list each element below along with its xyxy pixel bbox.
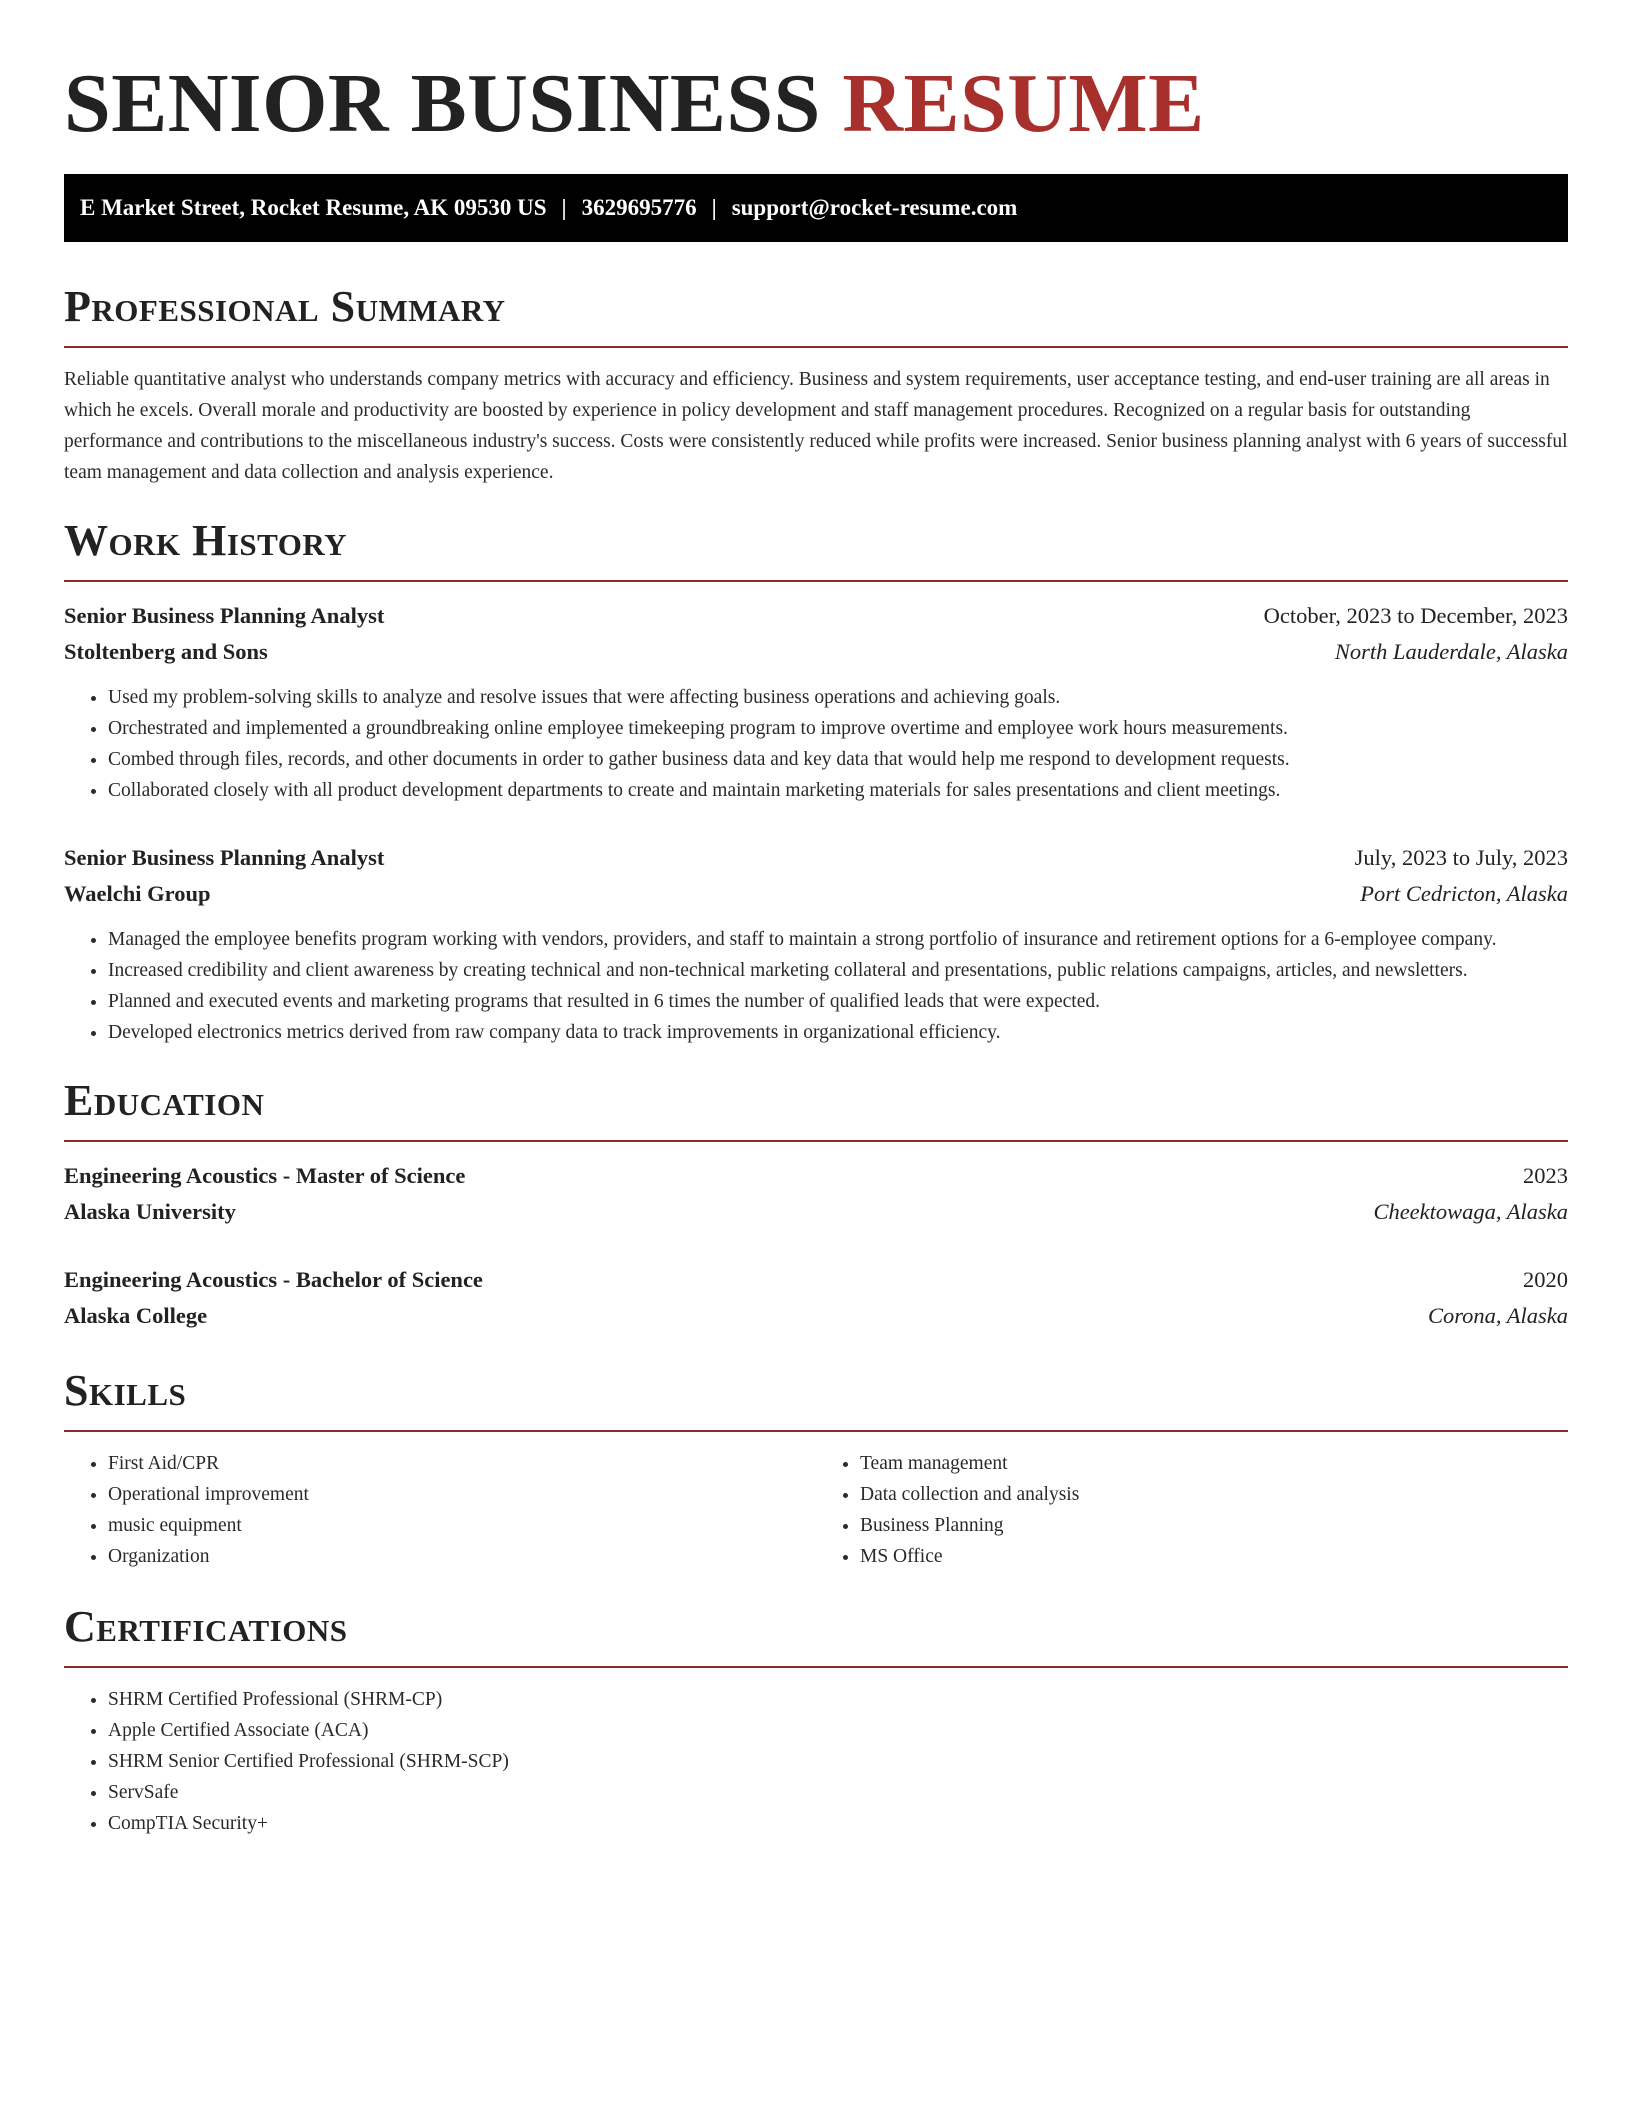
skills-section [64, 1366, 1568, 1572]
section-divider [64, 1140, 1568, 1142]
work-history-heading: Work History [64, 516, 348, 565]
certification-item: • CompTIA Security+ [108, 1808, 1568, 1839]
skill-item: • First Aid/CPR [108, 1448, 816, 1479]
job-bullets [64, 924, 1568, 1048]
job-bullet: • Managed the employee benefits program working with vendors, providers, and staff to maintain a strong portfolio of insurance and retirement options for a 6-employee company. [108, 924, 1568, 955]
skill-item: • Organization [108, 1541, 816, 1572]
certifications-heading: Certifications [64, 1602, 348, 1651]
skill-item: • music equipment [108, 1510, 816, 1541]
section-divider [64, 580, 1568, 582]
education-entry [64, 1262, 1568, 1334]
summary-heading: Professional Summary [64, 282, 506, 331]
job-company-row [64, 876, 1568, 912]
education-year: 2023 [1523, 1163, 1568, 1188]
certification-item: • SHRM Senior Certified Professional (SHRM-SCP) [108, 1746, 1568, 1777]
certification-item: • ServSafe [108, 1777, 1568, 1808]
education-degree: Engineering Acoustics - Master of Science [64, 1163, 466, 1188]
job-role: Senior Business Planning Analyst [64, 603, 385, 628]
contact-bar [64, 174, 1568, 242]
job-bullet: • Combed through files, records, and other documents in order to gather business data and key data that would help me respond to development requests. [108, 744, 1568, 775]
job-dates: October, 2023 to December, 2023 [1263, 603, 1568, 628]
education-header-row [64, 1262, 1568, 1298]
skills-grid [64, 1448, 1568, 1572]
job-entry [64, 598, 1568, 806]
education-entry [64, 1158, 1568, 1230]
education-school-row [64, 1194, 1568, 1230]
skill-item: • Operational improvement [108, 1479, 816, 1510]
skills-column-right [816, 1448, 1568, 1572]
education-section [64, 1076, 1568, 1334]
certification-item: • SHRM Certified Professional (SHRM-CP) [108, 1684, 1568, 1715]
section-divider [64, 346, 1568, 348]
job-company: Stoltenberg and Sons [64, 639, 268, 664]
job-role: Senior Business Planning Analyst [64, 845, 385, 870]
job-location: Port Cedricton, Alaska [1360, 881, 1568, 906]
work-history-section [64, 516, 1568, 1048]
contact-phone: 3629695776 [581, 195, 697, 220]
education-year: 2020 [1523, 1267, 1568, 1292]
job-bullet: • Planned and executed events and marketing programs that resulted in 6 times the number of qualified leads that were expected. [108, 986, 1568, 1017]
job-company-row [64, 634, 1568, 670]
job-bullet: • Orchestrated and implemented a groundbreaking online employee timekeeping program to improve overtime and employee work hours measurements. [108, 713, 1568, 744]
skills-column-left [64, 1448, 816, 1572]
job-dates: July, 2023 to July, 2023 [1354, 845, 1568, 870]
job-location: North Lauderdale, Alaska [1334, 639, 1568, 664]
education-school: Alaska University [64, 1199, 236, 1224]
contact-address: E Market Street, Rocket Resume, AK 09530 US [80, 195, 547, 220]
education-degree: Engineering Acoustics - Bachelor of Science [64, 1267, 483, 1292]
job-company: Waelchi Group [64, 881, 211, 906]
section-divider [64, 1666, 1568, 1668]
education-heading: Education [64, 1076, 265, 1125]
certifications-list [64, 1684, 1568, 1839]
skill-item: • Team management [860, 1448, 1568, 1479]
education-header-row [64, 1158, 1568, 1194]
education-school-row [64, 1298, 1568, 1334]
contact-separator: | [711, 195, 717, 220]
skill-item: • Business Planning [860, 1510, 1568, 1541]
certification-item: • Apple Certified Associate (ACA) [108, 1715, 1568, 1746]
skills-heading: Skills [64, 1366, 187, 1415]
job-bullet: • Used my problem-solving skills to analyze and resolve issues that were affecting business operations and achieving goals. [108, 682, 1568, 713]
job-bullets [64, 682, 1568, 806]
contact-email: support@rocket-resume.com [731, 195, 1018, 220]
job-header-row [64, 840, 1568, 876]
job-bullet: • Increased credibility and client awareness by creating technical and non-technical marketing collateral and presentations, public relations campaigns, articles, and newsletters. [108, 955, 1568, 986]
education-location: Corona, Alaska [1427, 1303, 1568, 1328]
certifications-section [64, 1602, 1568, 1839]
skill-item: • Data collection and analysis [860, 1479, 1568, 1510]
contact-separator: | [561, 195, 567, 220]
section-divider [64, 1430, 1568, 1432]
title-main: SENIOR BUSINESS [64, 57, 821, 150]
job-entry [64, 840, 1568, 1048]
job-header-row [64, 598, 1568, 634]
summary-text: Reliable quantitative analyst who understands company metrics with accuracy and efficiency. Business and system requirements, user acceptance testing, and end-user training are all areas in which he excels. Overall morale and productivity are boosted by experience in policy development and staff management procedures. Recognized on a regular basis for outstanding performance and contributions to the miscellaneous industry's success. Costs were consistently reduced while profits were increased. Senior business planning analyst with 6 years of successful team management and data collection and analysis experience. [64, 369, 1568, 483]
title-accent: RESUME [842, 57, 1205, 150]
job-bullet: • Collaborated closely with all product development departments to create and maintain marketing materials for sales presentations and client meetings. [108, 775, 1568, 806]
job-bullet: • Developed electronics metrics derived from raw company data to track improvements in organizational efficiency. [108, 1017, 1568, 1048]
summary-section [64, 282, 1568, 488]
education-location: Cheektowaga, Alaska [1373, 1199, 1568, 1224]
skill-item: • MS Office [860, 1541, 1568, 1572]
education-school: Alaska College [64, 1303, 208, 1328]
resume-title [64, 56, 1568, 152]
